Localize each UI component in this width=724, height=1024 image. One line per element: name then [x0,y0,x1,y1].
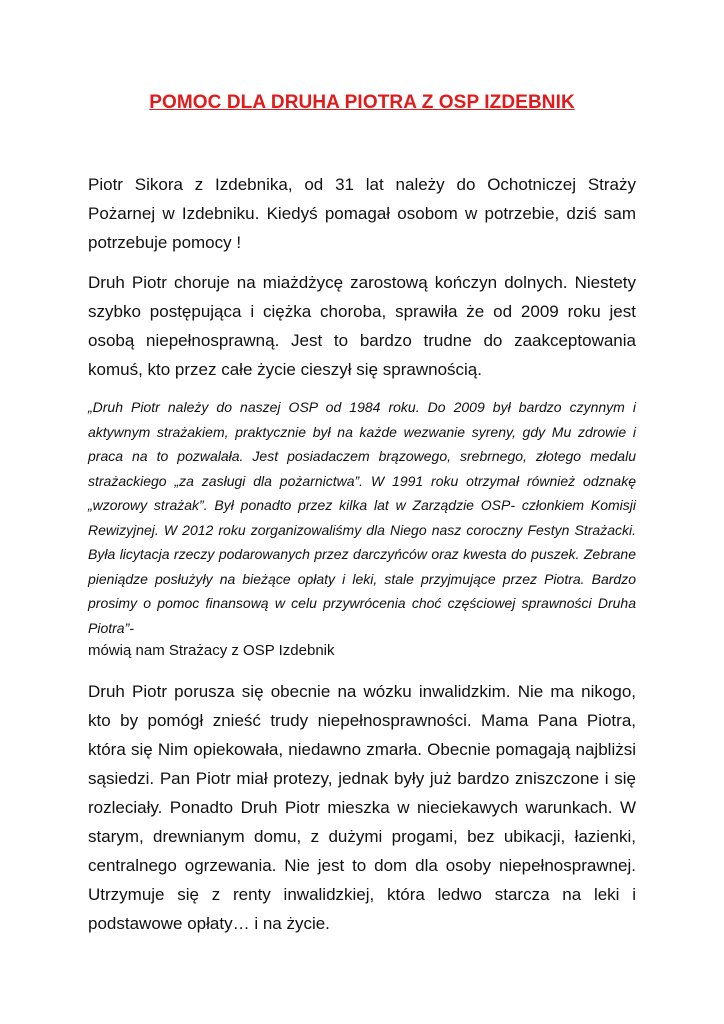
document-body [88,170,636,949]
document-title: POMOC DLA DRUHA PIOTRA Z OSP IZDEBNIK [149,92,575,113]
quote-attribution: mówią nam Strażacy z OSP Izdebnik [88,642,335,659]
paragraph-illness: Druh Piotr choruje na miażdżycę zarostową kończyn dolnych. Niestety szybko postępująca i ciężka choroba, sprawiła że od 2009 roku jest osobą niepełnosprawną. Jest to bardzo trudne do zaakceptowania komuś, kto przez całe życie cieszył się sprawnością. [88,273,636,379]
paragraph-intro: Piotr Sikora z Izdebnika, od 31 lat należy do Ochotniczej Straży Pożarnej w Izdebniku. Kiedyś pomagał osobom w potrzebie, dziś sam potrzebuje pomocy ! [88,175,636,252]
firefighters-quote: „Druh Piotr należy do naszej OSP od 1984 roku. Do 2009 był bardzo czynnym i aktywnym strażakiem, praktycznie był na każde wezwanie syreny, gdy Mu zdrowie i praca na to pozwalała. Jest posiadaczem brązowego, srebrnego, złotego medalu strażackiego „za zasługi dla pożarnictwa”. W 1991 roku otrzymał również odznakę „wzorowy strażak”. Był ponadto przez kilka lat w Zarządzie OSP- członkiem Komisji Rewizyjnej. W 2012 roku zorganizowaliśmy dla Niego nasz coroczny Festyn Strażacki. Była licytacja rzeczy podarowanych przez darczyńców oraz kwesta do puszek. Zebrane pieniądze posłużyły na bieżące opłaty i leki, stale przyjmujące przez Piotra. Bardzo prosimy o pomoc finansową w celu przywrócenia choć częściowej sprawności Druha Piotra”- [88,399,636,636]
paragraph-living-conditions: Druh Piotr porusza się obecnie na wózku inwalidzkim. Nie ma nikogo, kto by pomógł znieść trudy niepełnosprawności. Mama Pana Piotra, która się Nim opiekowała, niedawno zmarła. Obecnie pomagają najbliżsi sąsiedzi. Pan Piotr miał protezy, jednak były już bardzo zniszczone i się rozleciały. Ponadto Druh Piotr mieszka w nieciekawych warunkach. W starym, drewnianym domu, z dużymi progami, bez ubikacji, łazienki, centralnego ogrzewania. Nie jest to dom dla osoby niepełnosprawnej. Utrzymuje się z renty inwalidzkiej, która ledwo starcza na leki i podstawowe opłaty… i na życie. [88,682,636,933]
